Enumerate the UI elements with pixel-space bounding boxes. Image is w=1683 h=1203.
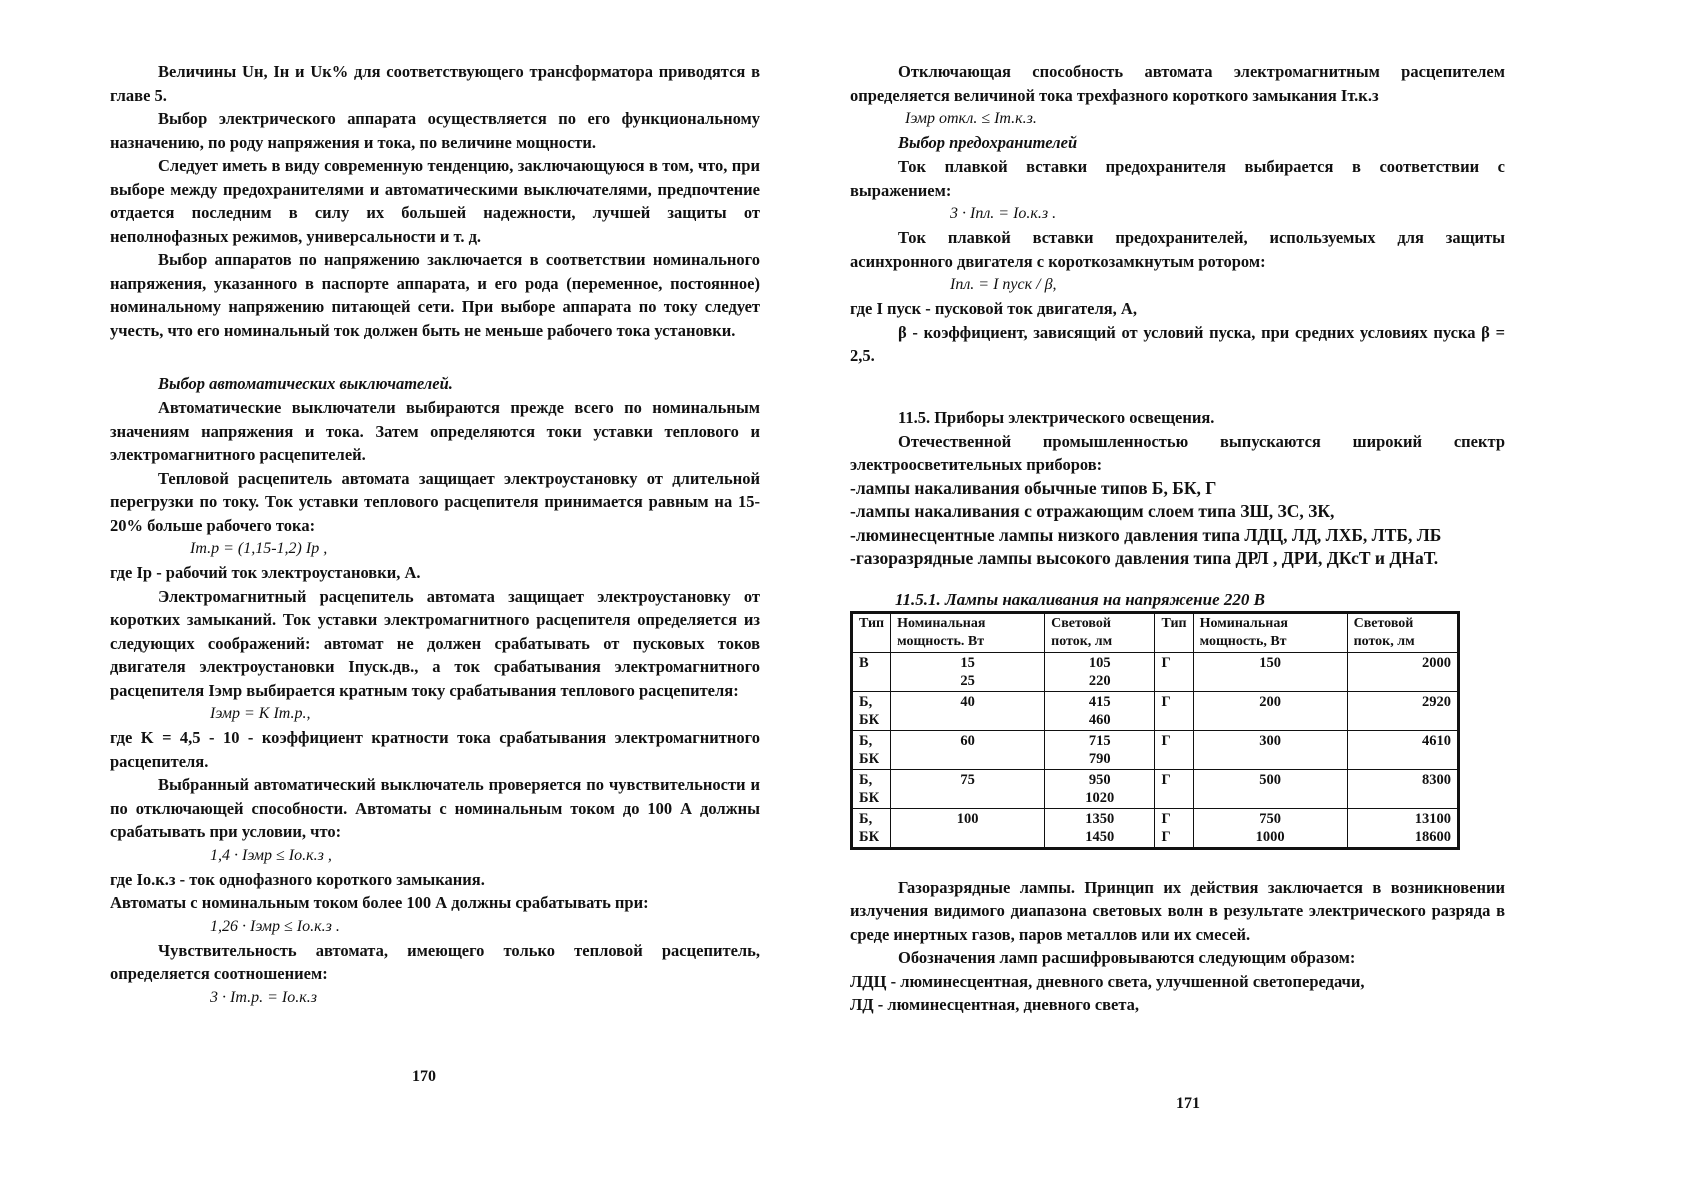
list-item: -лампы накаливания с отражающим слоем типа ЗШ, ЗС, ЗК, xyxy=(850,501,1335,521)
table-header: Тип xyxy=(852,612,891,652)
table-cell: 715 790 xyxy=(1045,730,1155,769)
paragraph: ЛД - люминесцентная, дневного света, xyxy=(850,995,1140,1014)
lamp-type-list xyxy=(850,477,1505,571)
table-cell: 40 xyxy=(891,691,1045,730)
table-cell: Г xyxy=(1155,691,1193,730)
table-cell: 750 1000 xyxy=(1193,808,1347,848)
table-cell: Г xyxy=(1155,769,1193,808)
formula: 3 · Iт.р. = Iо.к.з xyxy=(210,988,317,1006)
table-cell: 200 xyxy=(1193,691,1347,730)
table-header: Световой поток, лм xyxy=(1347,612,1458,652)
table-cell: 950 1020 xyxy=(1045,769,1155,808)
lamps-table xyxy=(850,611,1460,850)
table-cell: 75 xyxy=(891,769,1045,808)
paragraph: Величины Uн, Iн и Uк% для соответствующего трансформатора приводятся в главе 5. xyxy=(110,62,760,105)
table-row xyxy=(852,730,1459,769)
formula: 3 · Iпл. = Iо.к.з . xyxy=(950,205,1057,222)
paragraph: Чувствительность автомата, имеющего только тепловой расцепитель, определяется соотношением: xyxy=(110,940,760,983)
formula: Iэмр откл. ≤ Iт.к.з. xyxy=(905,110,1037,127)
formula: 1,26 · Iэмр ≤ Iо.к.з . xyxy=(210,917,340,935)
page-number: 171 xyxy=(1176,1095,1200,1112)
formula: Iэмр = K Iт.р., xyxy=(210,705,311,722)
table-cell: 60 xyxy=(891,730,1045,769)
page-number: 170 xyxy=(412,1068,436,1085)
table-cell: В xyxy=(852,652,891,691)
table-header-row xyxy=(852,612,1459,652)
table-body xyxy=(852,652,1459,848)
paragraph: Ток плавкой вставки предохранителя выбирается в соответствии с выражением: xyxy=(850,157,1505,200)
table-cell: Б, БК xyxy=(852,808,891,848)
table-cell: 2000 xyxy=(1347,652,1458,691)
table-cell: 15 25 xyxy=(891,652,1045,691)
table-cell: Г xyxy=(1155,730,1193,769)
paragraph: где Iо.к.з - ток однофазного короткого замыкания. xyxy=(110,869,485,889)
paragraph: Автоматические выключатели выбираются прежде всего по номинальным значениям напряжения и тока. Затем определяются токи уставки теплового и электромагнитного расцепителей. xyxy=(110,398,760,464)
table-cell: Б, БК xyxy=(852,691,891,730)
table-cell: 100 xyxy=(891,808,1045,848)
list-item: -люминесцентные лампы низкого давления типа ЛДЦ, ЛД, ЛХБ, ЛТБ, ЛБ xyxy=(850,524,1442,545)
table-cell: 150 xyxy=(1193,652,1347,691)
table-cell: 8300 xyxy=(1347,769,1458,808)
table-caption: 11.5.1. Лампы накаливания на напряжение 220 В xyxy=(895,589,1265,609)
paragraph: Тепловой расцепитель автомата защищает электроустановку от длительной перегрузки по току. Ток уставки теплового расцепителя принимается равным на 15-20% больше рабочего тока: xyxy=(110,468,760,535)
table-cell: Б, БК xyxy=(852,769,891,808)
table-cell: 300 xyxy=(1193,730,1347,769)
table-cell: 105 220 xyxy=(1045,652,1155,691)
paragraph: Электромагнитный расцепитель автомата защищает электроустановку от коротких замыканий. Ток уставки электромагнитного расцепителя определяется из следующих соображений: автомат не должен срабатывать от пусковых токов двигателя электроустановки Iпуск.дв., а ток срабатывания электромагнитного расцепителя Iэмр выбирается кратным току срабатывания теплового расцепителя: xyxy=(110,586,760,700)
formula: Iт.р = (1,15-1,2) Iр , xyxy=(190,540,328,557)
section-heading: 11.5. Приборы электрического освещения. xyxy=(898,407,1215,427)
paragraph: где Iр - рабочий ток электроустановки, А. xyxy=(110,563,421,582)
paragraph: Отечественной промышленностью выпускаются широкий спектр электроосветительных приборов: xyxy=(850,431,1505,474)
table-cell: 500 xyxy=(1193,769,1347,808)
table-header: Световой поток, лм xyxy=(1045,612,1155,652)
table-cell: 415 460 xyxy=(1045,691,1155,730)
paragraph: Газоразрядные лампы. Принцип их действия заключается в возникновении излучения видимого диапазона световых волн в результате электрического разряда в среде инертных газов, паров металлов или их смесей. xyxy=(850,877,1505,944)
paragraph: Отключающая способность автомата электромагнитным расцепителем определяется величиной тока трехфазного короткого замыкания Iт.к.з xyxy=(850,62,1505,105)
list-item: -лампы накаливания обычные типов Б, БК, Г xyxy=(850,477,1217,498)
table-header: Номинальная мощность, Вт xyxy=(1193,612,1347,652)
paragraph: Выбор аппаратов по напряжению заключается в соответствии номинального напряжения, указанного в паспорте аппарата, и его рода (переменное, постоянное) номинальному напряжению питающей сети. При выборе аппарата по току следует учесть, что его номинальный ток должен быть не меньше рабочего тока установки. xyxy=(110,250,760,340)
table-cell: Г xyxy=(1155,652,1193,691)
table-cell: 1350 1450 xyxy=(1045,808,1155,848)
table-row xyxy=(852,652,1459,691)
section-heading: Выбор предохранителей xyxy=(898,133,1078,152)
formula: Iпл. = I пуск / β, xyxy=(950,276,1057,293)
table-cell: Г Г xyxy=(1155,808,1193,848)
table-header: Номинальная мощность. Вт xyxy=(891,612,1045,652)
paragraph: Автоматы с номинальным током более 100 А должны срабатывать при: xyxy=(110,893,649,912)
paragraph: β - коэффициент, зависящий от условий пуска, при средних условиях пуска β = 2,5. xyxy=(850,322,1505,365)
section-heading: Выбор автоматических выключателей. xyxy=(158,374,453,393)
right-page xyxy=(850,60,1505,1017)
paragraph: Следует иметь в виду современную тенденцию, заключающуюся в том, что, при выборе между предохранителями и автоматическими выключателями, предпочтение отдается последним в силу их большей надежности, лучшей защиты от неполнофазных режимов, универсальности и т. д. xyxy=(110,156,760,246)
table-cell: 2920 xyxy=(1347,691,1458,730)
paragraph: Обозначения ламп расшифровываются следующим образом: xyxy=(898,948,1356,967)
table-row xyxy=(852,808,1459,848)
table-cell: Б, БК xyxy=(852,730,891,769)
left-page xyxy=(110,60,760,1010)
paragraph: Ток плавкой вставки предохранителей, используемых для защиты асинхронного двигателя с короткозамкнутым ротором: xyxy=(850,228,1505,271)
table-row xyxy=(852,691,1459,730)
table-header: Тип xyxy=(1155,612,1193,652)
table-cell: 13100 18600 xyxy=(1347,808,1458,848)
formula: 1,4 · Iэмр ≤ Iо.к.з , xyxy=(210,846,332,864)
paragraph: где I пуск - пусковой ток двигателя, А, xyxy=(850,299,1137,318)
paragraph: ЛДЦ - люминесцентная, дневного света, улучшенной светопередачи, xyxy=(850,971,1365,991)
paragraph: Выбор электрического аппарата осуществляется по его функциональному назначению, по роду напряжения и тока, по величине мощности. xyxy=(110,109,760,152)
table-row xyxy=(852,769,1459,808)
table-cell: 4610 xyxy=(1347,730,1458,769)
paragraph: Выбранный автоматический выключатель проверяется по чувствительности и по отключающей способности. Автоматы с номинальным током до 100 А должны срабатывать при условии, что: xyxy=(110,775,760,841)
list-item: -газоразрядные лампы высокого давления типа ДРЛ , ДРИ, ДКсТ и ДНаТ. xyxy=(850,548,1439,568)
paragraph: где K = 4,5 - 10 - коэффициент кратности тока срабатывания электромагнитного расцепителя. xyxy=(110,728,760,771)
